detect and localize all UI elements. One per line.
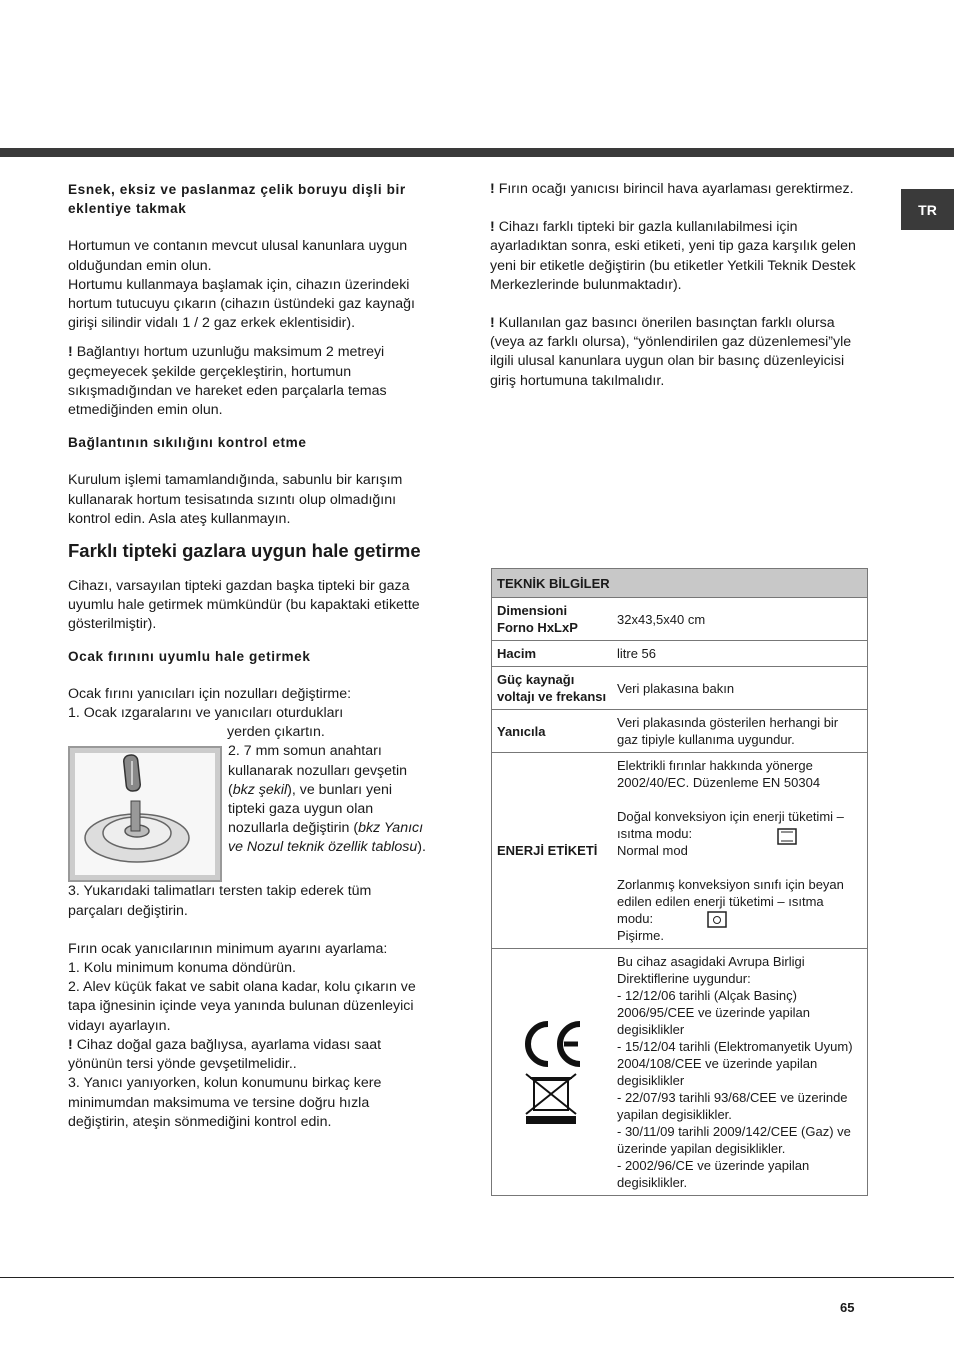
oven-icon xyxy=(777,828,797,846)
screwdriver-icon xyxy=(75,753,215,875)
warning-paragraph: ! Cihaz doğal gaza bağlıysa, ayarlama vidası saat yönünün tersi yönde gevşetilmelidir.. xyxy=(68,1036,382,1073)
fan-oven-icon xyxy=(707,911,727,929)
footer-line xyxy=(0,1277,954,1278)
table-row: Bu cihaz asagidaki Avrupa Birligi Direktiflerine uygundur: - 12/12/06 tarihli (Alçak Basinç) 2006/95/CEE ve üzerinde yapilan degisiklikler - 15/12/04 tarihli (Elektromanyetik Uyum) 2004/108/CEE ve üzerinde yapilan degisiklikler - 22/07/93 tarihli 93/68/CEE ve üzerinde yapilan degisiklikler. - 30/11/09 tarihli 2009/142/CEE (Gaz) ve üzerinde yapilan degisiklikler. - 2002/96/CE ve üzerinde yapilan degisiklikler. xyxy=(492,949,868,1196)
table-title: TEKNİK BİLGİLER xyxy=(492,569,868,598)
table-row: Dimensioni Forno HxLxP 32x43,5x40 cm xyxy=(492,598,868,641)
heading-hose: Esnek, eksiz ve paslanmaz çelik boruyu dişli bir eklentiye takmak xyxy=(68,182,406,217)
paragraph: 1. Kolu minimum konuma döndürün. xyxy=(68,960,296,977)
paragraph: 3. Yukarıdaki talimatları tersten takip ederek tüm parçaları değiştirin. xyxy=(68,883,372,919)
paragraph: Cihazı, varsayılan tipteki gazdan başka tipteki bir gaza uyumlu hale getirmek mümkündür (bu kapaktaki etikette gösterilmiştir). xyxy=(68,578,420,633)
table-row: Hacim litre 56 xyxy=(492,641,868,667)
table-row: Yanıcıla Veri plakasında gösterilen herhangi bir gaz tipiyle kullanıma uygundur. xyxy=(492,710,868,753)
paragraph: 1. Ocak ızgaralarını ve yanıcıları oturdukları xyxy=(68,705,344,722)
warning-paragraph: ! Cihazı farklı tipteki bir gazla kullanılabilmesi için ayarladıktan sonra, eski etiketi, yeni tip gaza karşılık gelen yeni bir etiketle değiştirin (bu etiketler Yetkili Teknik Destek Merkezlerinde bulunmaktadır). xyxy=(490,219,856,293)
page-number: 65 xyxy=(840,1300,855,1315)
technical-data-table xyxy=(491,568,868,1196)
heading-tightness: Bağlantının sıkılığını kontrol etme xyxy=(68,435,307,451)
paragraph: 2. Alev küçük fakat ve sabit olana kadar, kolu çıkarın ve tapa iğnesinin içinde veya yanında bulunan düzenleyici vidayı ayarlayın. xyxy=(68,979,416,1034)
paragraph: Hortumu kullanmaya başlamak için, cihazın üzerindeki hortum tutucuyu çıkarın (cihazın üstündeki gaz kaynağı girişi silindir vidalı 1 / 2 gaz erkek eklentisidir). xyxy=(68,276,415,332)
table-row: Güç kaynağı voltajı ve frekansı Veri plakasına bakın xyxy=(492,667,868,710)
header-bar xyxy=(0,148,954,157)
language-badge: TR xyxy=(901,189,954,230)
warning-paragraph: ! Kullanılan gaz basıncı önerilen basınçtan farklı olursa (veya az farklı olursa), “yönlendirilen gaz düzenlemesi”yle ilgili ulusal kanunlara uygun olan bir basınç düzenleyicisi giriş hortumuna takılmalıdır. xyxy=(490,315,852,389)
section-title: Farklı tipteki gazlara uygun hale getirme xyxy=(68,540,421,562)
paragraph: yerden çıkartın. xyxy=(227,724,325,741)
paragraph: Kurulum işlemi tamamlandığında, sabunlu bir karışım kullanarak hortum tesisatında sızıntı olup olmadığını kontrol edin. Asla ateş kullanmayın. xyxy=(68,472,403,527)
weee-bin-icon xyxy=(526,1074,576,1124)
left-column xyxy=(68,180,428,1132)
warning-paragraph: ! Fırın ocağı yanıcısı birincil hava ayarlaması gerektirmez. xyxy=(490,181,854,197)
table-row: ENERJİ ETİKETİ Elektrikli fırınlar hakkında yönerge 2002/40/EC. Düzenleme EN 50304 Doğal konveksiyon için enerji tüketimi – ısıtma modu: Normal mod Zorlanmış konveksiyon sınıfı için beyan edilen edilen enerji tüketimi – ısıtma modu: Pişirme. xyxy=(492,753,868,949)
burner-nozzle-figure xyxy=(68,746,222,882)
paragraph: 3. Yanıcı yanıyorken, kolun konumunu birkaç kere minimumdan maksimuma ve tersine doğru hızla değiştirin, ateşin sönmediğini kontrol edin. xyxy=(68,1075,382,1130)
right-column xyxy=(490,180,865,391)
paragraph: 2. 7 mm somun anahtarı kullanarak nozulları gevşetin (bkz şekil), ve bunları yeni tipteki gaza uygun olan nozullarla değiştirin (bkz Yanıcı ve Nozul teknik özellik tablosu). xyxy=(228,743,426,856)
paragraph: Hortumun ve contanın mevcut ulusal kanunlara uygun olduğundan emin olun. xyxy=(68,238,408,274)
ce-mark-icon xyxy=(520,1016,584,1124)
paragraph: Ocak fırını yanıcıları için nozulları değiştirme: xyxy=(68,685,352,702)
warning-paragraph: ! Bağlantıyı hortum uzunluğu maksimum 2 metreyi geçmeyecek şekilde gerçekleştirin, hortumun sıkışmadığından ve hareket eden parçalarla temas etmediğinden emin olun. xyxy=(68,344,387,419)
paragraph: Fırın ocak yanıcılarının minimum ayarını ayarlama: xyxy=(68,940,388,957)
heading-adapt: Ocak fırınını uyumlu hale getirmek xyxy=(68,648,311,664)
